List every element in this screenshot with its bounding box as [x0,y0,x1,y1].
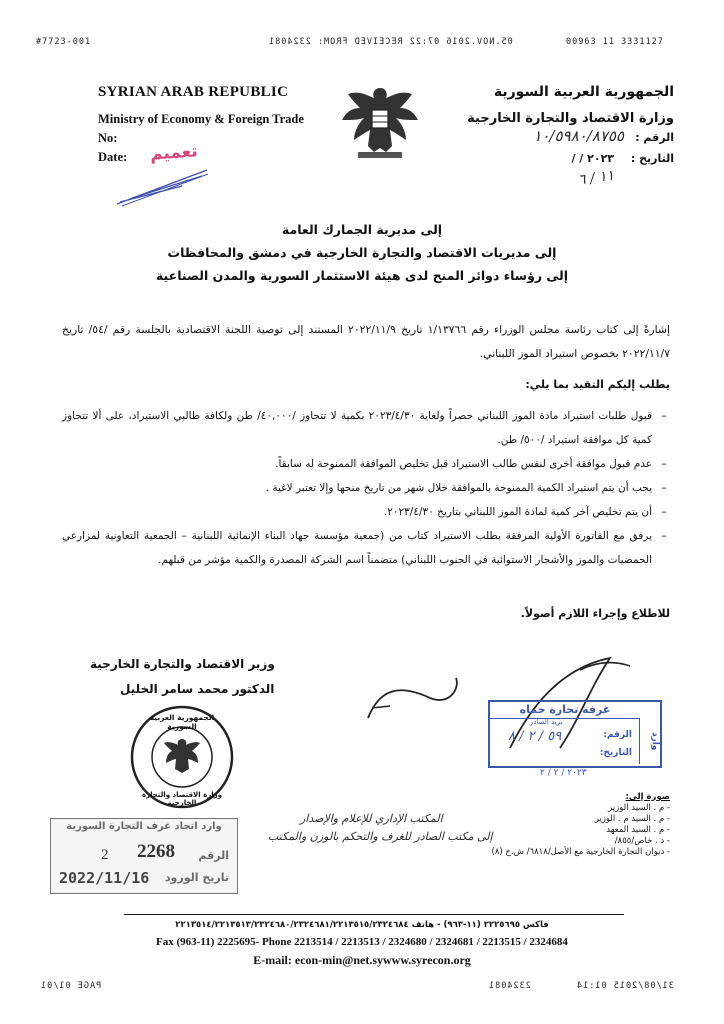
footer-divider [124,914,624,915]
letterhead-date-label: Date: [98,150,128,164]
ministry-seal [130,705,234,809]
seal-top-text: الجمهورية العربية السورية [149,713,215,731]
eagle-emblem-icon [338,80,422,162]
federation-stamp-date-label: تاريخ الورود [164,871,229,884]
federation-stamp-date-value: 2022/11/16 [59,869,150,887]
fax-footer-right: 31/08/2015 01:14 [576,981,674,991]
fax-footer-middle: 2324081 [488,981,531,991]
chamber-stamp-date-label: التاريخ: [599,748,632,758]
signatory-title: وزير الاقتصاد والتجارة الخارجية [90,657,275,671]
point-item: – عدم قبول موافقة أخرى لنفس طالب الاستيراد قبل تخليص الموافقة الممنوحة له سابقاً. [62,452,670,476]
fax-header-middle: 05.NOV.2016 07:22 RECEIVED FROM: 2324081 [268,37,513,47]
cc-line: - م . السيد م . الوزير [594,814,670,824]
points-list [62,404,670,572]
federation-stamp-ref-value: 2268 [137,841,175,862]
letterhead-ref-value: ١٠/٥٩٨٠/٨٧٥٥ [533,127,624,145]
chamber-stamp-ref-value: ٥٩ / ٢ / ٨ [508,729,562,744]
circular-mark: تعميم [149,141,199,165]
chamber-stamp-ref-label: الرقم: [603,730,632,740]
point-item: – أن يتم تخليص آخر كمية لمادة الموز اللبناني بتاريخ ٢٠٢٣/٤/٣٠. [62,500,670,524]
chamber-stamp-title: غرفة تجارة حماه [490,702,640,719]
addressee-investment: إلى رؤساء دوائر المنح لدى هيئة الاستثمار السورية والمدن الصناعية [155,268,569,283]
footer-ar-line: فاكس ٢٢٢٥٦٩٥ (١١-٩٦٣) - هاتف ٢٢١٣٥١٤/٢٢١٣٥١٣/٢٣٢٤٦٨٠/٢٣٢٤٦٨١/٢٢١٣٥١٥/٢٣٢٤٦٨٤ [175,920,549,930]
federation-stamp-ref-label: الرقم [198,849,229,862]
cc-line: - د . خاص/٨٥٥/ [614,836,670,846]
letterhead-date-value-ar: / / ٢٠٢٣ [571,152,614,165]
cc-block [491,792,670,858]
point-item: – قبول طلبات استيراد مادة الموز اللبناني حصراً ولغاية ٢٠٢٣/٤/٣٠ بكمية لا تتجاوز /٤٠,٠٠٠/ طن ولكافة طالبي الاستيراد، على ألا تتجاوز كمية كل موافقة استيراد /٥٠٠/ طن. [62,404,670,452]
cc-line: - م . السيد الوزير [608,803,670,813]
federation-stamp-ref-suffix: 2 [101,847,109,863]
chamber-stamp-date-value: ٢٠٢٣ / ٢ / ٢ [540,768,587,778]
point-text: عدم قبول موافقة أخرى لنفس طالب الاستيراد قبل تخليص الموافقة الممنوحة له سابقاً. [275,458,652,470]
chamber-stamp-subtitle: بريد الصادر [530,718,563,726]
footer-email-line: E-mail: econ-min@net.sywww.syrecon.org [253,953,471,967]
letterhead-no-label: No: [98,131,118,145]
point-text: أن يتم تخليص آخر كمية لمادة الموز اللبناني بتاريخ ٢٠٢٣/٤/٣٠. [383,506,652,518]
federation-stamp-header: وارد اتحاد غرف التجارة السورية [66,821,222,832]
footer-en-line: Fax (963-11) 2225695- Phone 2213514 / 2213513 / 2324680 / 2324681 / 2213515 / 2324684 [156,936,568,948]
point-text: قبول طلبات استيراد مادة الموز اللبناني حصراً ولغاية ٢٠٢٣/٤/٣٠ بكمية لا تتجاوز /٤٠,٠٠٠/ طن ولكافة طالبي الاستيراد، على ألا تتجاوز كمية كل موافقة استيراد /٥٠٠/ طن. [62,410,652,446]
cc-heading: صورة إلى: [625,792,670,802]
handwritten-note-1: المكتب الإداري للإعلام والإصدار [300,812,443,825]
request-heading: يطلب إليكم التقيد بما يلي: [525,378,670,391]
point-item: – يرفق مع الفاتورة الأولية المرفقة بطلب الاستيراد كتاب من (جمعية مؤسسة جهاد البناء الإنمائية اللبنانية – الجمعية التعاونية لمزارعي الحمضيات والموز والأشجار الاستوائية في الجنوب اللبناني) متضمناً اسم الشركة المصدرة والكمية مؤشر من قبلهم. [62,524,670,572]
letterhead-ministry-ar: وزارة الاقتصاد والتجارة الخارجية [467,111,674,126]
fax-header-left: #7723-001 [36,37,92,47]
handwritten-date: ١١ / ٦ [577,167,616,189]
letterhead-ministry-en: Ministry of Economy & Foreign Trade [98,112,304,126]
letterhead-ref-label: الرقم : [635,131,674,144]
handwritten-note-2: إلى مكتب الصادر للغرف والتحكم بالوزن والمكتب [268,830,493,843]
addressee-customs: إلى مديرية الجمارك العامة [281,222,443,237]
pen-scribble [112,162,212,210]
point-text: يرفق مع الفاتورة الأولية المرفقة بطلب الاستيراد كتاب من (جمعية مؤسسة جهاد البناء الإنمائية اللبنانية – الجمعية التعاونية لمزارعي الحمضيات والموز والأشجار الاستوائية في الجنوب اللبناني) متضمناً اسم الشركة المصدرة والكمية مؤشر من قبلهم. [62,530,652,566]
letterhead-country-ar: الجمهورية العربية السورية [493,84,674,100]
signatory-name: الدكتور محمد سامر الخليل [120,682,275,696]
point-text: يجب أن يتم استيراد الكمية الممنوحة بالموافقة خلال شهر من تاريخ منحها وإلا تعتبر لاغية . [265,482,652,494]
cc-line: - م . السيد المعهد [606,825,670,835]
letterhead-date-label-ar: التاريخ : [630,152,674,165]
fax-footer-left: PAGE 01/01 [40,981,102,991]
intro-paragraph: إشارةً إلى كتاب رئاسة مجلس الوزراء رقم ١/١٣٧٦٦ تاريخ ٢٠٢٢/١١/٩ المستند إلى توصية اللجنة الاقتصادية بالجلسة رقم /٥٤/ تاريخ ٢٠٢٢/١١/٧ بخصوص استيراد الموز اللبناني. [62,323,670,360]
point-item: – يجب أن يتم استيراد الكمية الممنوحة بالموافقة خلال شهر من تاريخ منحها وإلا تعتبر لاغية . [62,476,670,500]
seal-bottom-text: وزارة الاقتصاد والتجارة الخارجية [141,791,223,807]
letterhead-country-en: SYRIAN ARAB REPUBLIC [98,84,289,100]
cc-line: - ديوان التجارة الخارجية مع الأصل/٦٨١٨/ ش.خ (٨) [491,847,670,857]
closing-line: للاطلاع وإجراء اللازم أصولاً. [520,607,670,620]
chamber-stamp-side-label: وارد [639,718,660,764]
federation-stamp [50,818,238,894]
fax-header-right: 00963 11 3331127 [566,37,664,47]
chamber-stamp [488,700,662,768]
addressee-directorates: إلى مديريات الاقتصاد والتجارة الخارجية في دمشق والمحافظات [167,245,557,260]
